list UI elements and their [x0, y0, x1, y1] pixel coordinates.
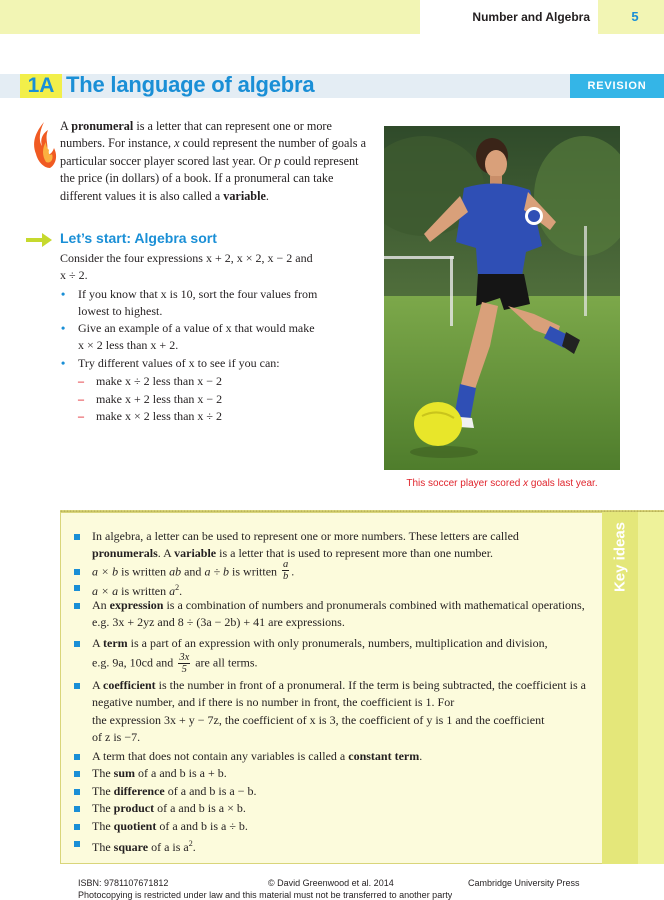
list-item: • Give an example of a value of x that would make x × 2 less than x + 2. — [61, 321, 315, 352]
key-idea-item: An expression is a combination of numbers and pronumerals combined with mathematical operations, e.g. 3x + 2yz and 8 ÷ (3a − 2b) + 41 are expressions. — [92, 597, 588, 632]
key-ideas-label: Key ideas — [611, 521, 629, 593]
sub-list-item: – make x + 2 less than x − 2 — [78, 392, 223, 406]
key-idea-item: A term is a part of an expression with only pronumerals, numbers, multiplication and division, e.g. 9a, 10cd and $\frac{3x}{5}$ are all terms. — [92, 635, 588, 675]
key-idea-item: A coefficient is the number in front of a pronumeral. If the term is being subtracted, the coefficient is a negative number, and if there is no number in front, the coefficient is 1. For the expression 3x + y − 7z, the coefficient of x is 3, the coefficient of y is 1 and the coefficient of z is −7. — [92, 677, 588, 746]
key-idea-item: a × a is written $a^2$. — [92, 579, 588, 600]
sub-list-item: – make x ÷ 2 less than x − 2 — [78, 374, 222, 388]
key-idea-item: The square of a is $a^2$. — [92, 835, 588, 856]
soccer-player-photo — [384, 126, 620, 470]
list-item: • If you know that x is 10, sort the four values from lowest to highest. — [61, 287, 318, 318]
key-idea-item: The quotient of a and b is a ÷ b. — [92, 818, 588, 835]
key-idea-item: The product of a and b is a × b. — [92, 800, 588, 817]
lets-start-lead: Consider the four expressions x + 2, x × 2, x − 2 and x ÷ 2. — [60, 251, 313, 282]
chapter-title: Number and Algebra — [420, 0, 598, 34]
footer-isbn: ISBN: 9781107671812 — [78, 878, 169, 888]
flame-icon — [30, 120, 58, 170]
list-item: • Try different values of x to see if you can: — [61, 356, 280, 370]
section-number: 1A — [20, 74, 62, 98]
sub-list-item: – make x × 2 less than x ÷ 2 — [78, 409, 222, 423]
key-idea-item: In algebra, a letter can be used to represent one or more numbers. These letters are called pronumerals. A variable is a letter that is used to represent more than one number. — [92, 528, 588, 563]
footer-copyright: © David Greenwood et al. 2014 — [268, 878, 394, 888]
page-number: 5 — [631, 9, 639, 24]
footer-notice: Photocopying is restricted under law and this material must not be transferred to another party — [78, 890, 453, 900]
section-title: The language of algebra — [66, 72, 315, 97]
key-idea-item: The difference of a and b is a − b. — [92, 783, 588, 800]
key-idea-item: The sum of a and b is a + b. — [92, 765, 588, 782]
revision-tag: REVISION — [570, 74, 664, 98]
intro-paragraph: A pronumeral is a letter that can represent one or more numbers. For instance, x could represent the number of goals a particular soccer player scored last year. Or p could represent the price (in dollars) of a book. If a pronumeral can take different values it is also called a variable. — [60, 119, 366, 203]
key-idea-item: a × b is written ab and a ÷ b is written $\frac{a}{b}$ . — [92, 563, 588, 582]
key-idea-item: A term that does not contain any variables is called a constant term. — [92, 748, 588, 765]
footer-publisher: Cambridge University Press — [468, 878, 580, 888]
arrow-right-icon — [24, 231, 54, 249]
photo-caption: This soccer player scored x goals last year. — [406, 478, 598, 489]
lets-start-heading: Let’s start: Algebra sort — [60, 230, 217, 246]
